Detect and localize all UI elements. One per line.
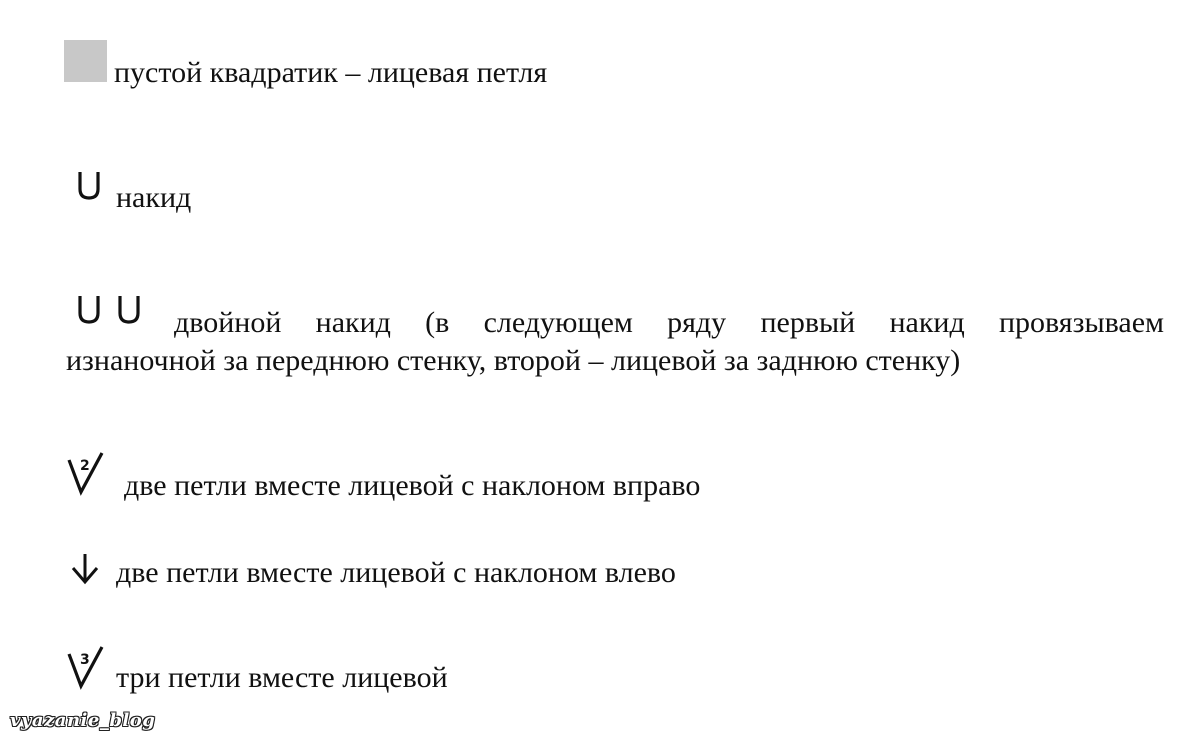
yarn-over-icon bbox=[76, 170, 102, 202]
k3tog-number: 3 bbox=[80, 652, 90, 668]
watermark-logo: vyazanie_blog bbox=[10, 710, 156, 731]
k3tog-description: три петли вместе лицевой bbox=[116, 661, 448, 694]
double-yarn-over-description-line1: двойной накид (в следующем ряду первый накид провязываем bbox=[174, 306, 1164, 339]
k2tog-right-icon bbox=[66, 450, 106, 496]
yarn-over-description: накид bbox=[116, 181, 192, 214]
arrow-down-icon bbox=[70, 552, 100, 586]
k2tog-right-description: две петли вместе лицевой с наклоном вправо bbox=[124, 469, 701, 502]
knit-stitch-description: пустой квадратик – лицевая петля bbox=[114, 56, 548, 89]
k2tog-left-description: две петли вместе лицевой с наклоном влево bbox=[116, 556, 676, 589]
double-yarn-over-description-line2: изнаночной за переднюю стенку, второй – лицевой за заднюю стенку) bbox=[66, 344, 961, 377]
k3tog-icon bbox=[66, 644, 106, 690]
knit-stitch-square-icon bbox=[64, 40, 107, 82]
double-yarn-over-description bbox=[66, 304, 1164, 380]
k2tog-right-number: 2 bbox=[80, 458, 90, 474]
